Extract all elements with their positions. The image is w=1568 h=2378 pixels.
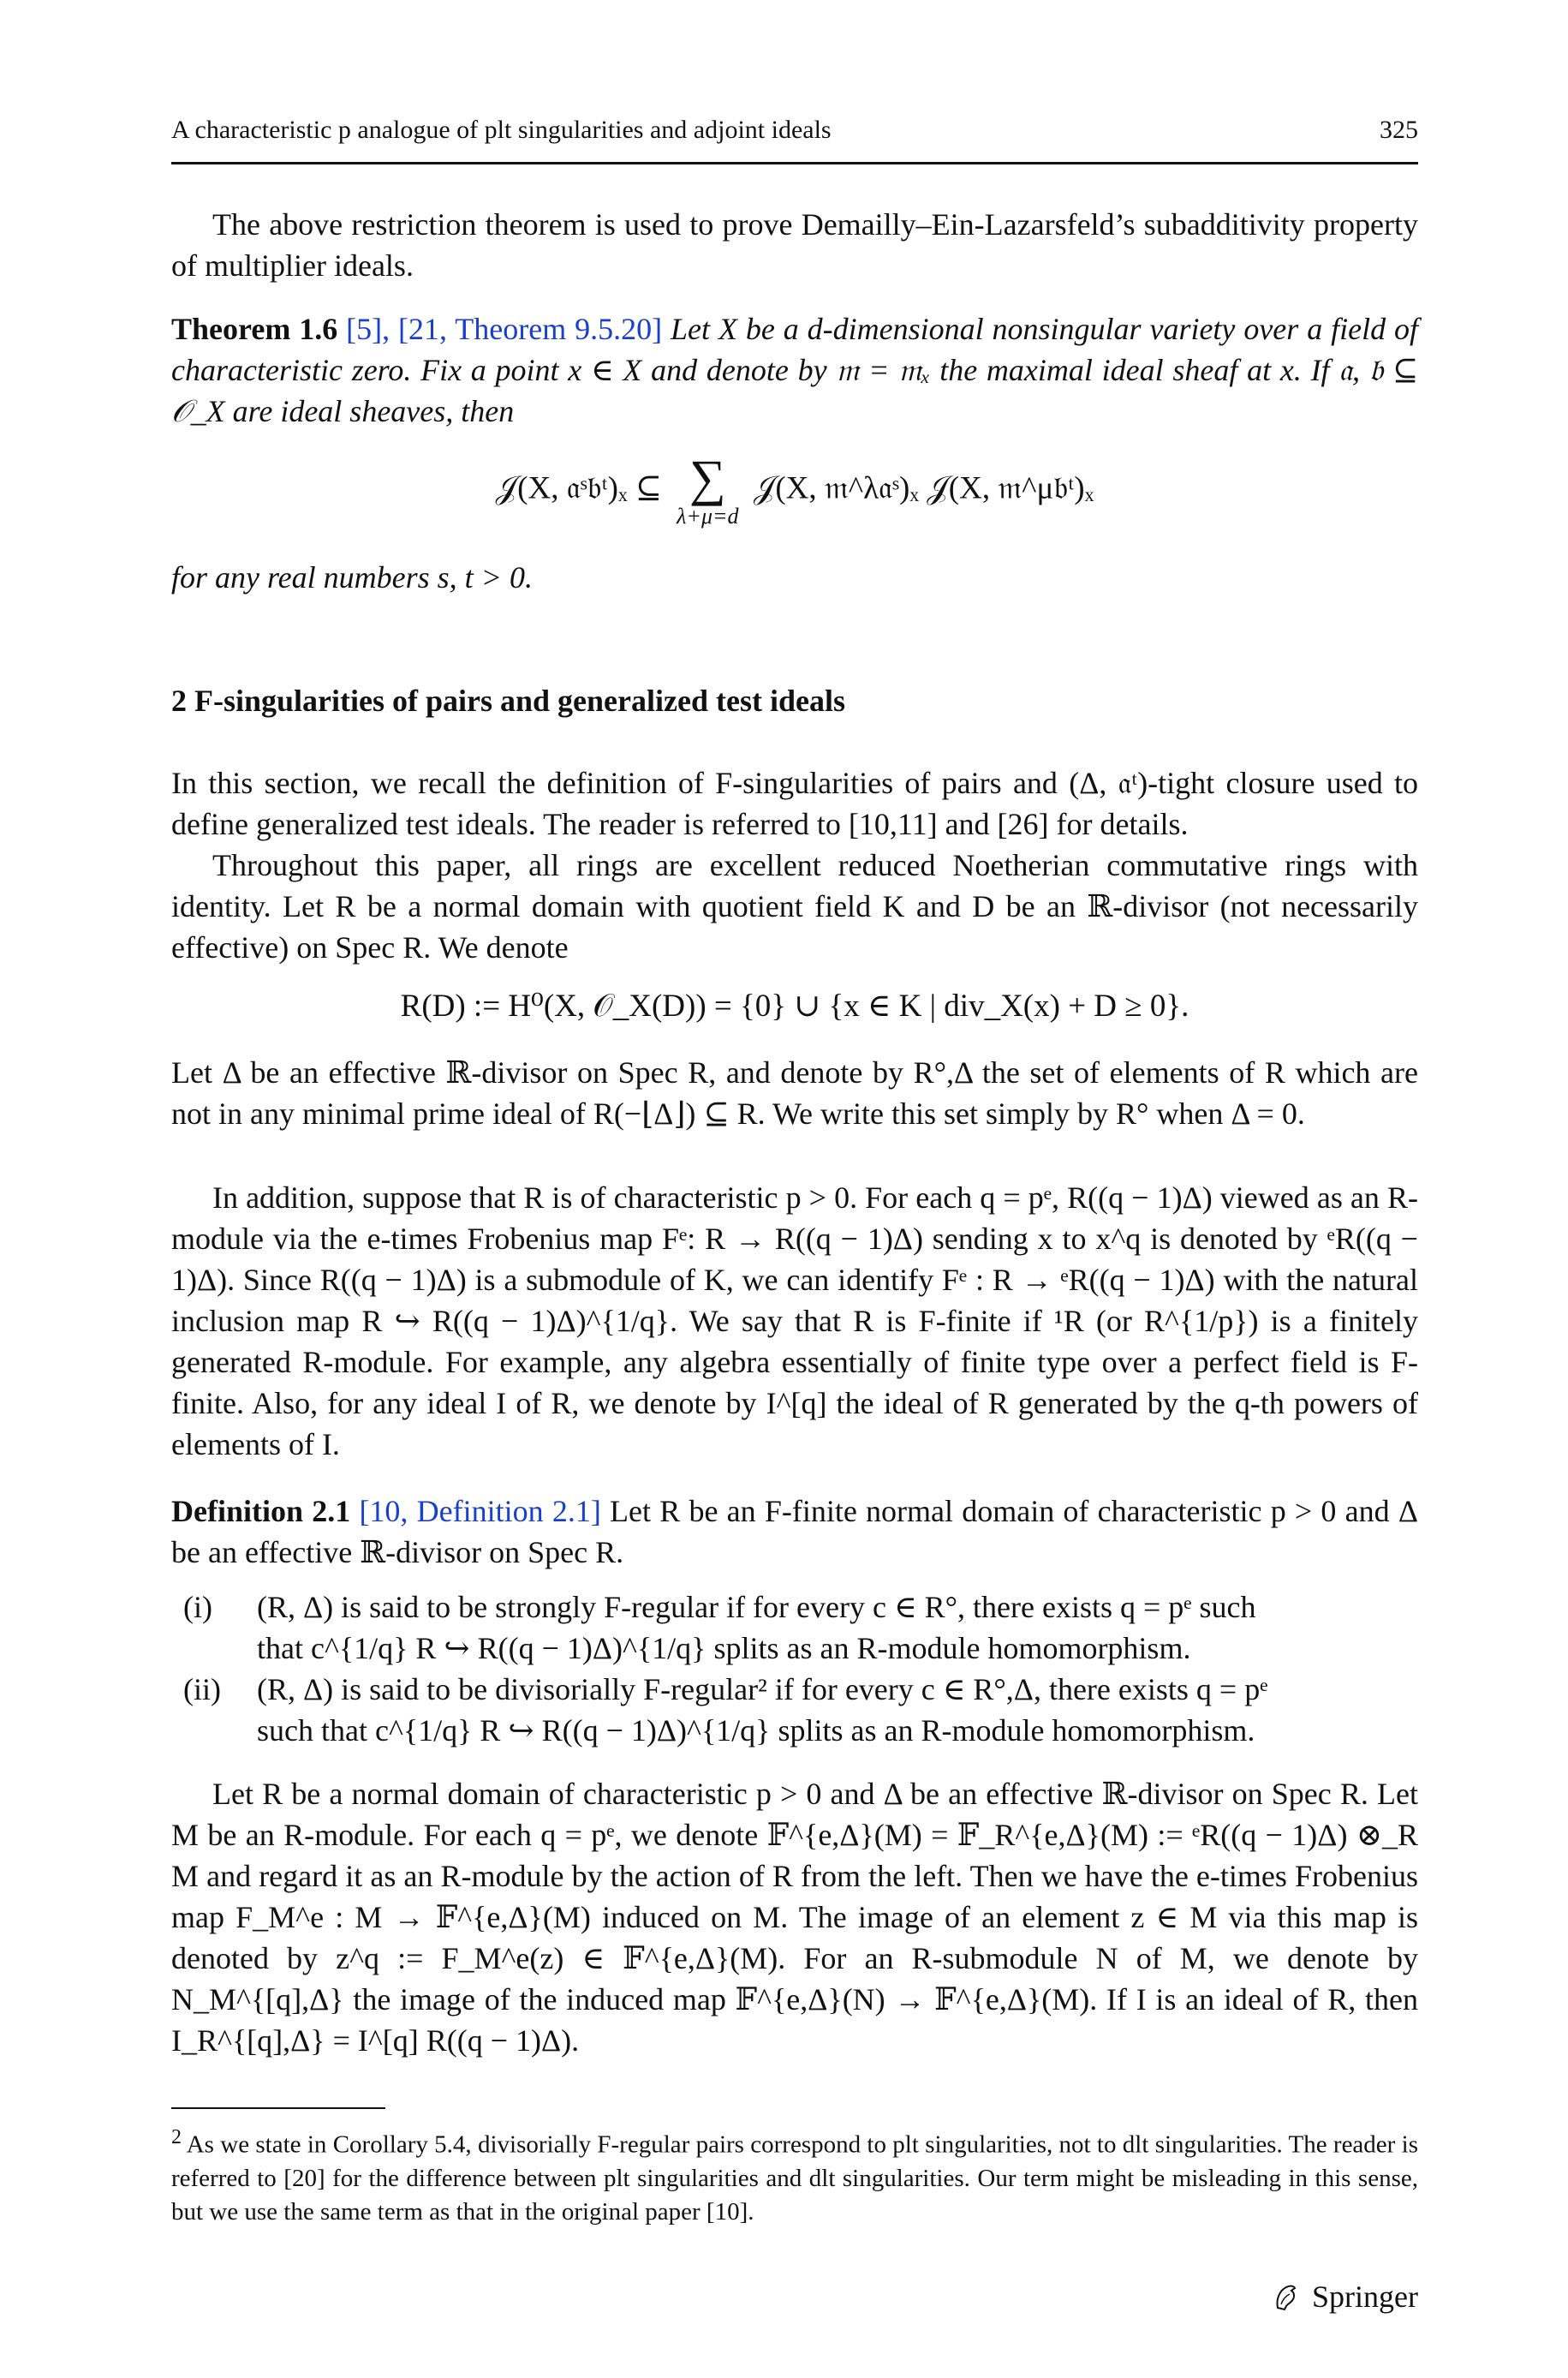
definition-label: Definition 2.1	[171, 1494, 351, 1528]
theorem-closing	[171, 557, 1418, 598]
item-text-line: (R, Δ) is said to be strongly F-regular if for every c ∈ R°, there exists q = pᵉ such	[257, 1590, 1256, 1624]
display-R-of-D: R(D) := H⁰(X, 𝒪_X(D)) = {0} ∪ {x ∈ K | div_X(x) + D ≥ 0}.	[400, 989, 1189, 1024]
sum-icon: ∑	[689, 450, 726, 506]
item-label: (ii)	[183, 1672, 221, 1706]
page-number: 325	[1380, 116, 1418, 144]
paragraph-5: Let R be a normal domain of characteristic p > 0 and Δ be an effective ℝ-divisor on Spec R. Let M be an R-module. For each q = pᵉ, we denote 𝔽^{e,Δ}(M) = 𝔽_R^{e,Δ}(M) := ᵉR((q − 1)Δ) ⊗_R M and regard it as an R-module by the action of R from the left. Then we have the e-times Frobenius map F_M^e : M → 𝔽^{e,Δ}(M) induced on M. The image of an element z ∈ M via this map is denoted by z^q := F_M^e(z) ∈ 𝔽^{e,Δ}(M). For an R-submodule N of M, we denote by N_M^{[q],Δ} the image of the induced map 𝔽^{e,Δ}(N) → 𝔽^{e,Δ}(M). If I is an ideal of R, then I_R^{[q],Δ} = I^[q] R((q − 1)Δ).	[171, 1777, 1418, 2058]
theorem-citation[interactable]: [5], [21, Theorem 9.5.20]	[346, 312, 663, 346]
section-heading	[171, 680, 1418, 721]
definition-citation[interactable]: [10, Definition 2.1]	[359, 1494, 601, 1528]
publisher-logo	[1271, 2279, 1418, 2315]
theorem-statement: Let X be a d-dimensional nonsingular variety over a field of characteristic zero. Fix a point x ∈ X and denote by 𝔪 = 𝔪ₓ the maximal ideal sheaf at x. If 𝔞, 𝔟 ⊆ 𝒪_X are ideal sheaves, then	[171, 312, 1418, 428]
intro-paragraph: The above restriction theorem is used to prove Demailly–Ein-Lazarsfeld’s subadditivity property of multiplier ideals.	[171, 207, 1418, 283]
theorem-label: Theorem 1.6	[171, 312, 338, 346]
publisher-name: Springer	[1312, 2279, 1418, 2314]
footnote-text: As we state in Corollary 5.4, divisorially F-regular pairs correspond to plt singularities, not to dlt singularities. The reader is referred to [20] for the difference between plt singularities and dlt singularities. Our term might be misleading in this sense, but we use the same term as that in the original paper [10].	[171, 2130, 1418, 2226]
running-title: A characteristic p analogue of plt singularities and adjoint ideals	[171, 116, 832, 144]
footnote	[171, 2121, 1418, 2229]
item-text	[257, 1586, 1418, 1669]
item-label: (i)	[183, 1590, 212, 1624]
item-text-line: (R, Δ) is said to be divisorially F-regular² if for every c ∈ R°,Δ, there exists q = pᵉ	[257, 1672, 1268, 1706]
item-text	[257, 1669, 1418, 1751]
section-title: F-singularities of pairs and generalized test ideals	[194, 684, 845, 718]
formula-sum	[677, 452, 738, 529]
header-rule	[171, 162, 1418, 164]
definition-2-1	[171, 1491, 1418, 1573]
theorem-closing-text: for any real numbers s, t > 0.	[171, 560, 533, 594]
section-number: 2	[171, 684, 187, 718]
item-text-line: that c^{1/q} R ↪ R((q − 1)Δ)^{1/q} splits as an R-module homomorphism.	[257, 1631, 1191, 1665]
formula-rhs: 𝒥(X, 𝔪^λ𝔞ˢ)ₓ 𝒥(X, 𝔪^μ𝔟ᵗ)ₓ	[753, 470, 1094, 506]
paragraph-1: In this section, we recall the definition of F-singularities of pairs and (Δ, 𝔞ᵗ)-tight closure used to define generalized test ideals. The reader is referred to [10,11] and [26] for details.	[171, 766, 1418, 841]
item-text-line: such that c^{1/q} R ↪ R((q − 1)Δ)^{1/q} splits as an R-module homomorphism.	[257, 1713, 1255, 1748]
footnote-mark: 2	[171, 2126, 182, 2148]
footnote-rule	[171, 2107, 385, 2109]
running-header	[171, 116, 1418, 145]
paragraph-2: Throughout this paper, all rings are excellent reduced Noetherian commutative rings with identity. Let R be a normal domain with quotient field K and D be an ℝ-divisor (not necessarily effective) on Spec R. We denote	[171, 848, 1418, 965]
formula-lhs: 𝒥(X, 𝔞ˢ𝔟ᵗ)ₓ ⊆	[495, 470, 662, 506]
definition-intro: Let R be an F-finite normal domain of characteristic p > 0 and Δ be an effective ℝ-divisor on Spec R.	[171, 1494, 1418, 1569]
springer-horse-icon	[1271, 2280, 1303, 2313]
paragraph-3: Let Δ be an effective ℝ-divisor on Spec R, and denote by R°,Δ the set of elements of R which are not in any minimal prime ideal of R(−⌊Δ⌋) ⊆ R. We write this set simply by R° when Δ = 0.	[171, 1055, 1418, 1131]
paragraph-4: In addition, suppose that R is of characteristic p > 0. For each q = pᵉ, R((q − 1)Δ) viewed as an R-module via the e-times Frobenius map Fᵉ: R → R((q − 1)Δ) sending x to x^q is denoted by ᵉR((q − 1)Δ). Since R((q − 1)Δ) is a submodule of K, we can identify Fᵉ : R → ᵉR((q − 1)Δ) with the natural inclusion map R ↪ R((q − 1)Δ)^{1/q}. We say that R is F-finite if ¹R (or R^{1/p}) is a finitely generated R-module. For example, any algebra essentially of finite type over a perfect field is F-finite. Also, for any ideal I of R, we denote by I^[q] the ideal of R generated by the q-th powers of elements of I.	[171, 1180, 1418, 1461]
theorem-formula	[171, 452, 1418, 529]
theorem-1-6	[171, 308, 1418, 432]
sum-subscript: λ+μ=d	[677, 504, 739, 529]
